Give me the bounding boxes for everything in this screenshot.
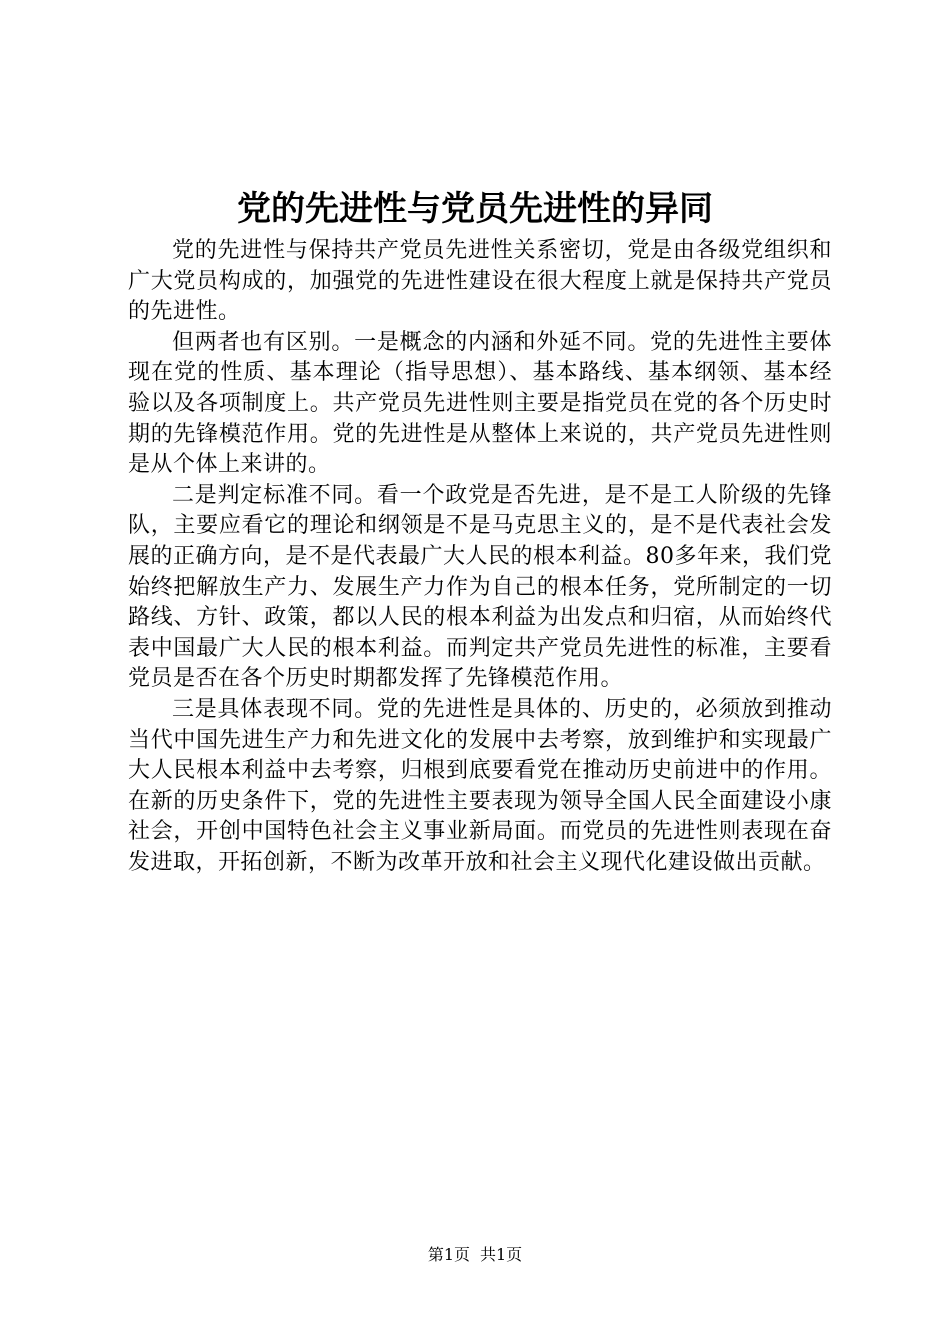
paragraph-3: 二是判定标准不同。看一个政党是否先进，是不是工人阶级的先锋队，主要应看它的理论和纲领是不是马克思主义的，是不是代表社会发展的正确方向，是不是代表最广大人民的根本利益。80多年来，我们党始终把解放生产力、发展生产力作为自己的根本任务，党所制定的一切路线、方针、政策，都以人民的根本利益为出发点和归宿，从而始终代表中国最广大人民的根本利益。而判定共产党员先进性的标准，主要看党员是否在各个历史时期都发挥了先锋模范作用。 <box>128 482 832 692</box>
document-title: 党的先进性与党员先进性的异同 <box>237 189 713 229</box>
page-footer <box>0 1244 950 1266</box>
paragraph-2: 但两者也有区别。一是概念的内涵和外延不同。党的先进性主要体现在党的性质、基本理论（指导思想）、基本路线、基本纲领、基本经验以及各项制度上。共产党员先进性则主要是指党员在党的各个历史时期的先锋模范作用。党的先进性是从整体上来说的，共产党员先进性则是从个体上来讲的。 <box>128 329 832 478</box>
page-total: 共1页 <box>480 1245 523 1264</box>
document-body <box>128 236 832 878</box>
page-number: 第1页 <box>427 1245 470 1264</box>
paragraph-1: 党的先进性与保持共产党员先进性关系密切，党是由各级党组织和广大党员构成的，加强党的先进性建设在很大程度上就是保持共产党员的先进性。 <box>128 238 832 325</box>
paragraph-4: 三是具体表现不同。党的先进性是具体的、历史的，必须放到推动当代中国先进生产力和先进文化的发展中去考察，放到维护和实现最广大人民根本利益中去考察，归根到底要看党在推动历史前进中的作用。在新的历史条件下，党的先进性主要表现为领导全国人民全面建设小康社会，开创中国特色社会主义事业新局面。而党员的先进性则表现在奋发进取，开拓创新，不断为改革开放和社会主义现代化建设做出贡献。 <box>128 696 832 875</box>
